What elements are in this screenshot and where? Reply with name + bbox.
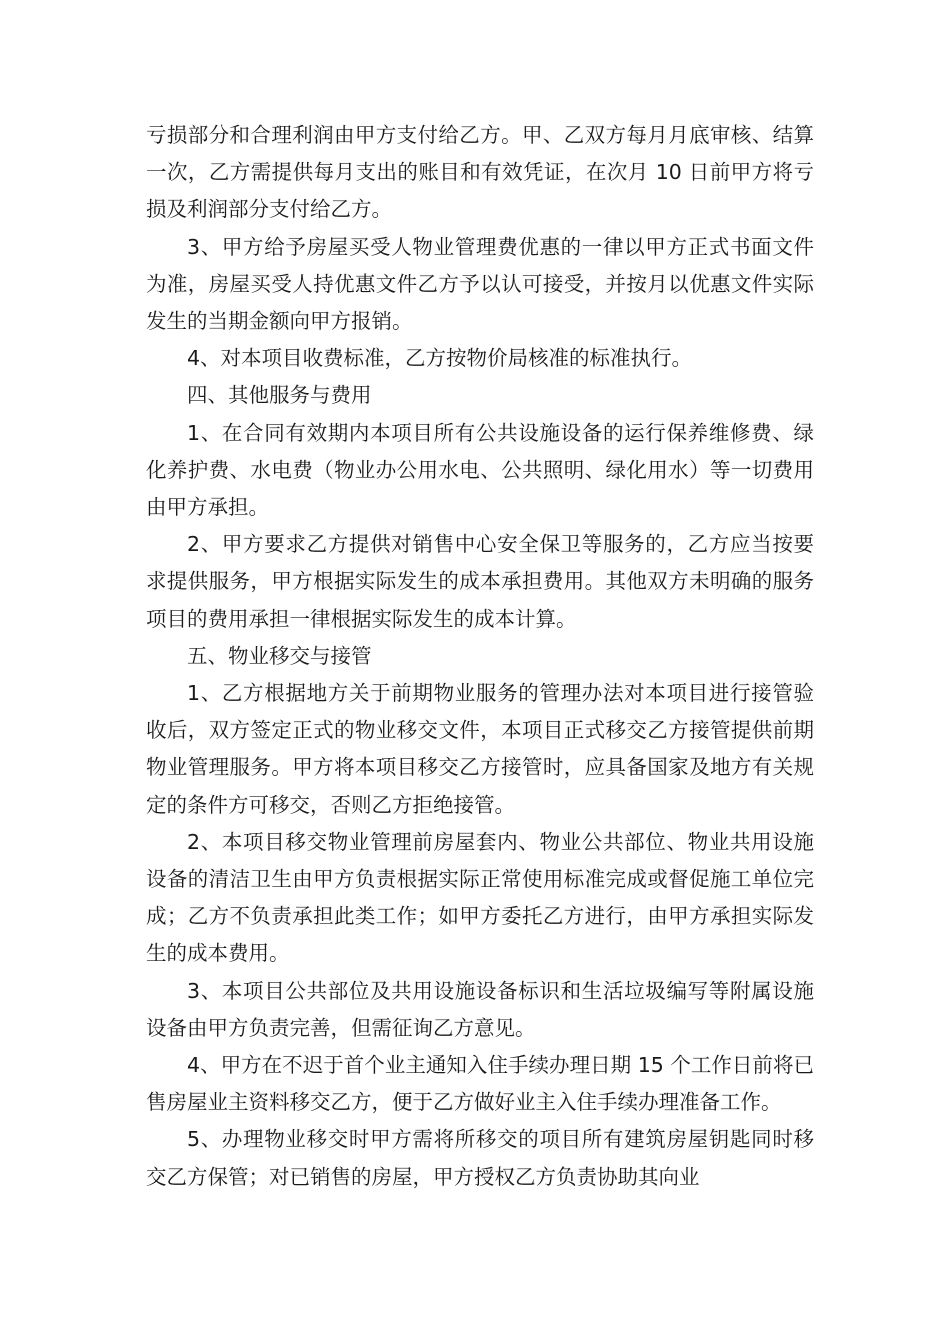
section-heading-property-handover: 五、物业移交与接管 [187, 643, 372, 668]
paragraph-4-owner-data-transfer: 4、甲方在不迟于首个业主通知入住手续办理日期 15 个工作日前将已售房屋业主资料移交乙方，便于乙方做好业主入住手续办理准备工作。 [146, 1053, 814, 1115]
section-heading-other-services: 四、其他服务与费用 [187, 383, 372, 408]
paragraph-5-key-handover: 5、办理物业移交时甲方需将所移交的项目所有建筑房屋钥匙同时移交乙方保管；对已销售的房屋，甲方授权乙方负责协助其向业 [146, 1127, 814, 1189]
paragraph-2-sales-center-security: 2、甲方要求乙方提供对销售中心安全保卫等服务的，乙方应当按要求提供服务，甲方根据实际发生的成本承担费用。其他双方未明确的服务项目的费用承担一律根据实际发生的成本计算。 [146, 532, 814, 631]
paragraph-3-signage-facilities: 3、本项目公共部位及共用设施设备标识和生活垃圾编写等附属设施设备由甲方负责完善，但需征询乙方意见。 [146, 978, 814, 1040]
paragraph-2-cleaning-responsibility: 2、本项目移交物业管理前房屋套内、物业公共部位、物业共用设施设备的清洁卫生由甲方负责根据实际正常使用标准完成或督促施工单位完成；乙方不负责承担此类工作；如甲方委托乙方进行，由甲方承担实际发生的成本费用。 [146, 829, 814, 966]
paragraph-3-fee-discount: 3、甲方给予房屋买受人物业管理费优惠的一律以甲方正式书面文件为准，房屋买受人持优惠文件乙方予以认可接受，并按月以优惠文件实际发生的当期金额向甲方报销。 [146, 234, 814, 334]
paragraph-4-fee-standard: 4、对本项目收费标准，乙方按物价局核准的标准执行。 [187, 346, 693, 371]
document-body [146, 117, 814, 1196]
paragraph-continuation-profit-settlement: 亏损部分和合理利润由甲方支付给乙方。甲、乙双方每月月底审核、结算一次，乙方需提供每月支出的账目和有效凭证，在次月 10 日前甲方将亏损及利润部分支付给乙方。 [146, 123, 814, 222]
paragraph-1-facility-costs: 1、在合同有效期内本项目所有公共设施设备的运行保养维修费、绿化养护费、水电费（物业办公用水电、公共照明、绿化用水）等一切费用由甲方承担。 [146, 420, 814, 520]
paragraph-1-handover-acceptance: 1、乙方根据地方关于前期物业服务的管理办法对本项目进行接管验收后，双方签定正式的物业移交文件，本项目正式移交乙方接管提供前期物业管理服务。甲方将本项目移交乙方接管时，应具备国家及地方有关规定的条件方可移交，否则乙方拒绝接管。 [146, 681, 814, 817]
